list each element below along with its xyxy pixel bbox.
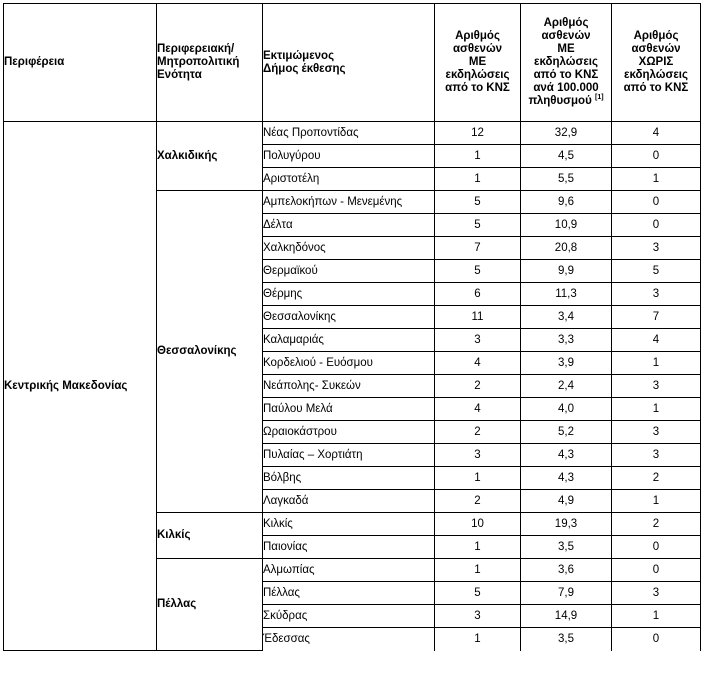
table-row [4,122,701,145]
header-without-count [612,4,701,122]
rate-cell: 9,9 [521,260,612,283]
header-with-count-line: ΜΕ [468,56,487,68]
header-per-100k-line: Αριθμός [543,17,589,29]
rate-cell: 4,9 [521,490,612,513]
municipality-cell: Παύλου Μελά [263,398,435,421]
header-with-count [435,4,521,122]
municipality-cell: Παιονίας [263,536,435,559]
unit-cell: Πέλλας [157,559,263,651]
rate-cell: 32,9 [521,122,612,145]
rate-cell: 3,3 [521,329,612,352]
with-count-cell: 10 [435,513,521,536]
header-with-count-line: Αριθμός [455,30,500,42]
without-count-cell: 0 [612,191,701,214]
with-count-cell: 4 [435,352,521,375]
header-municipality-line: Δήμος έκθεσης [263,62,346,75]
with-count-cell: 12 [435,122,521,145]
header-region: Περιφέρεια [4,4,157,122]
municipality-cell: Αλμωπίας [263,559,435,582]
with-count-cell: 5 [435,260,521,283]
without-count-cell: 1 [612,605,701,628]
header-per-100k-line: ασθενών [541,30,591,42]
with-count-cell: 3 [435,605,521,628]
header-row [4,4,701,122]
without-count-cell: 1 [612,168,701,191]
rate-cell: 20,8 [521,237,612,260]
municipality-cell: Ωραιοκάστρου [263,421,435,444]
with-count-cell: 11 [435,306,521,329]
municipality-cell: Θερμαϊκού [263,260,435,283]
with-count-cell: 2 [435,490,521,513]
municipality-cell: Θέρμης [263,283,435,306]
header-without-count-line: ΧΩΡΙΣ [638,56,674,68]
rate-cell: 4,5 [521,145,612,168]
municipality-cell: Πυλαίας – Χορτιάτη [263,444,435,467]
header-with-count-line: εκδηλώσεις [445,69,510,81]
without-count-cell: 3 [612,237,701,260]
without-count-cell: 0 [612,628,701,651]
header-per-100k-line: ανά 100.000 [533,82,599,94]
with-count-cell: 1 [435,145,521,168]
footnote-marker: [1] [594,94,604,102]
without-count-cell: 3 [612,582,701,605]
without-count-cell: 0 [612,145,701,168]
without-count-cell: 4 [612,122,701,145]
without-count-cell: 1 [612,352,701,375]
municipality-cell: Αμπελοκήπων - Μενεμένης [263,191,435,214]
header-without-count-line: Αριθμός [633,30,679,42]
municipality-cell: Πολυγύρου [263,145,435,168]
municipality-cell: Θεσσαλονίκης [263,306,435,329]
rate-cell: 11,3 [521,283,612,306]
municipality-cell: Βόλβης [263,467,435,490]
with-count-cell: 5 [435,214,521,237]
header-without-count-line: ασθενών [631,43,681,55]
without-count-cell: 3 [612,375,701,398]
header-without-count-line: από το ΚΝΣ [623,82,689,94]
header-per-100k-line: πληθυσμού [1] [528,94,604,107]
without-count-cell: 3 [612,421,701,444]
municipality-cell: Πέλλας [263,582,435,605]
rate-cell: 3,4 [521,306,612,329]
municipality-cell: Έδεσσας [263,628,435,651]
rate-cell: 2,4 [521,375,612,398]
with-count-cell: 1 [435,536,521,559]
municipality-cell: Αριστοτέλη [263,168,435,191]
municipality-cell: Χαλκηδόνος [263,237,435,260]
rate-cell: 10,9 [521,214,612,237]
header-with-count-line: από το ΚΝΣ [445,82,510,94]
without-count-cell: 1 [612,398,701,421]
without-count-cell: 4 [612,329,701,352]
rate-cell: 7,9 [521,582,612,605]
header-unit-line: Ενότητα [157,69,202,81]
rate-cell: 3,5 [521,536,612,559]
with-count-cell: 6 [435,283,521,306]
rate-cell: 4,0 [521,398,612,421]
region-cell: Κεντρικής Μακεδονίας [4,122,157,651]
with-count-cell: 4 [435,398,521,421]
rate-cell: 5,5 [521,168,612,191]
header-per-100k-line: από το ΚΝΣ [533,69,599,81]
without-count-cell: 0 [612,536,701,559]
rate-cell: 14,9 [521,605,612,628]
header-unit [157,4,263,122]
municipality-cell: Κιλκίς [263,513,435,536]
header-per-100k [521,4,612,122]
without-count-cell: 1 [612,490,701,513]
without-count-cell: 2 [612,513,701,536]
municipality-cell: Κορδελιού - Ευόσμου [263,352,435,375]
header-municipality-line: Εκτιμώμενος [263,49,335,62]
header-with-count-line: ασθενών [452,43,503,55]
municipality-cell: Λαγκαδά [263,490,435,513]
cases-table [3,3,701,651]
with-count-cell: 5 [435,582,521,605]
rate-cell: 4,3 [521,467,612,490]
municipality-cell: Νεάπολης- Συκεών [263,375,435,398]
rate-cell: 5,2 [521,421,612,444]
without-count-cell: 2 [612,467,701,490]
header-unit-line: Περιφερειακή/ [157,43,235,55]
with-count-cell: 2 [435,421,521,444]
with-count-cell: 5 [435,191,521,214]
rate-cell: 9,6 [521,191,612,214]
table-body [4,122,701,651]
rate-cell: 3,9 [521,352,612,375]
with-count-cell: 7 [435,237,521,260]
without-count-cell: 0 [612,559,701,582]
without-count-cell: 3 [612,283,701,306]
with-count-cell: 1 [435,168,521,191]
rate-cell: 19,3 [521,513,612,536]
without-count-cell: 5 [612,260,701,283]
municipality-cell: Δέλτα [263,214,435,237]
without-count-cell: 0 [612,214,701,237]
with-count-cell: 3 [435,444,521,467]
municipality-cell: Σκύδρας [263,605,435,628]
with-count-cell: 1 [435,559,521,582]
header-municipality [263,4,435,122]
rate-cell: 4,3 [521,444,612,467]
without-count-cell: 3 [612,444,701,467]
header-unit-line: Μητροπολιτική [157,56,240,68]
with-count-cell: 1 [435,628,521,651]
with-count-cell: 2 [435,375,521,398]
without-count-cell: 7 [612,306,701,329]
municipality-cell: Νέας Προποντίδας [263,122,435,145]
unit-cell: Κιλκίς [157,513,263,559]
header-without-count-line: εκδηλώσεις [624,69,688,81]
header-per-100k-line: εκδηλώσεις [534,56,598,68]
rate-cell: 3,5 [521,628,612,651]
rate-cell: 3,6 [521,559,612,582]
unit-cell: Θεσσαλονίκης [157,191,263,513]
with-count-cell: 1 [435,467,521,490]
municipality-cell: Καλαμαριάς [263,329,435,352]
with-count-cell: 3 [435,329,521,352]
header-per-100k-line: ΜΕ [557,43,575,55]
unit-cell: Χαλκιδικής [157,122,263,191]
